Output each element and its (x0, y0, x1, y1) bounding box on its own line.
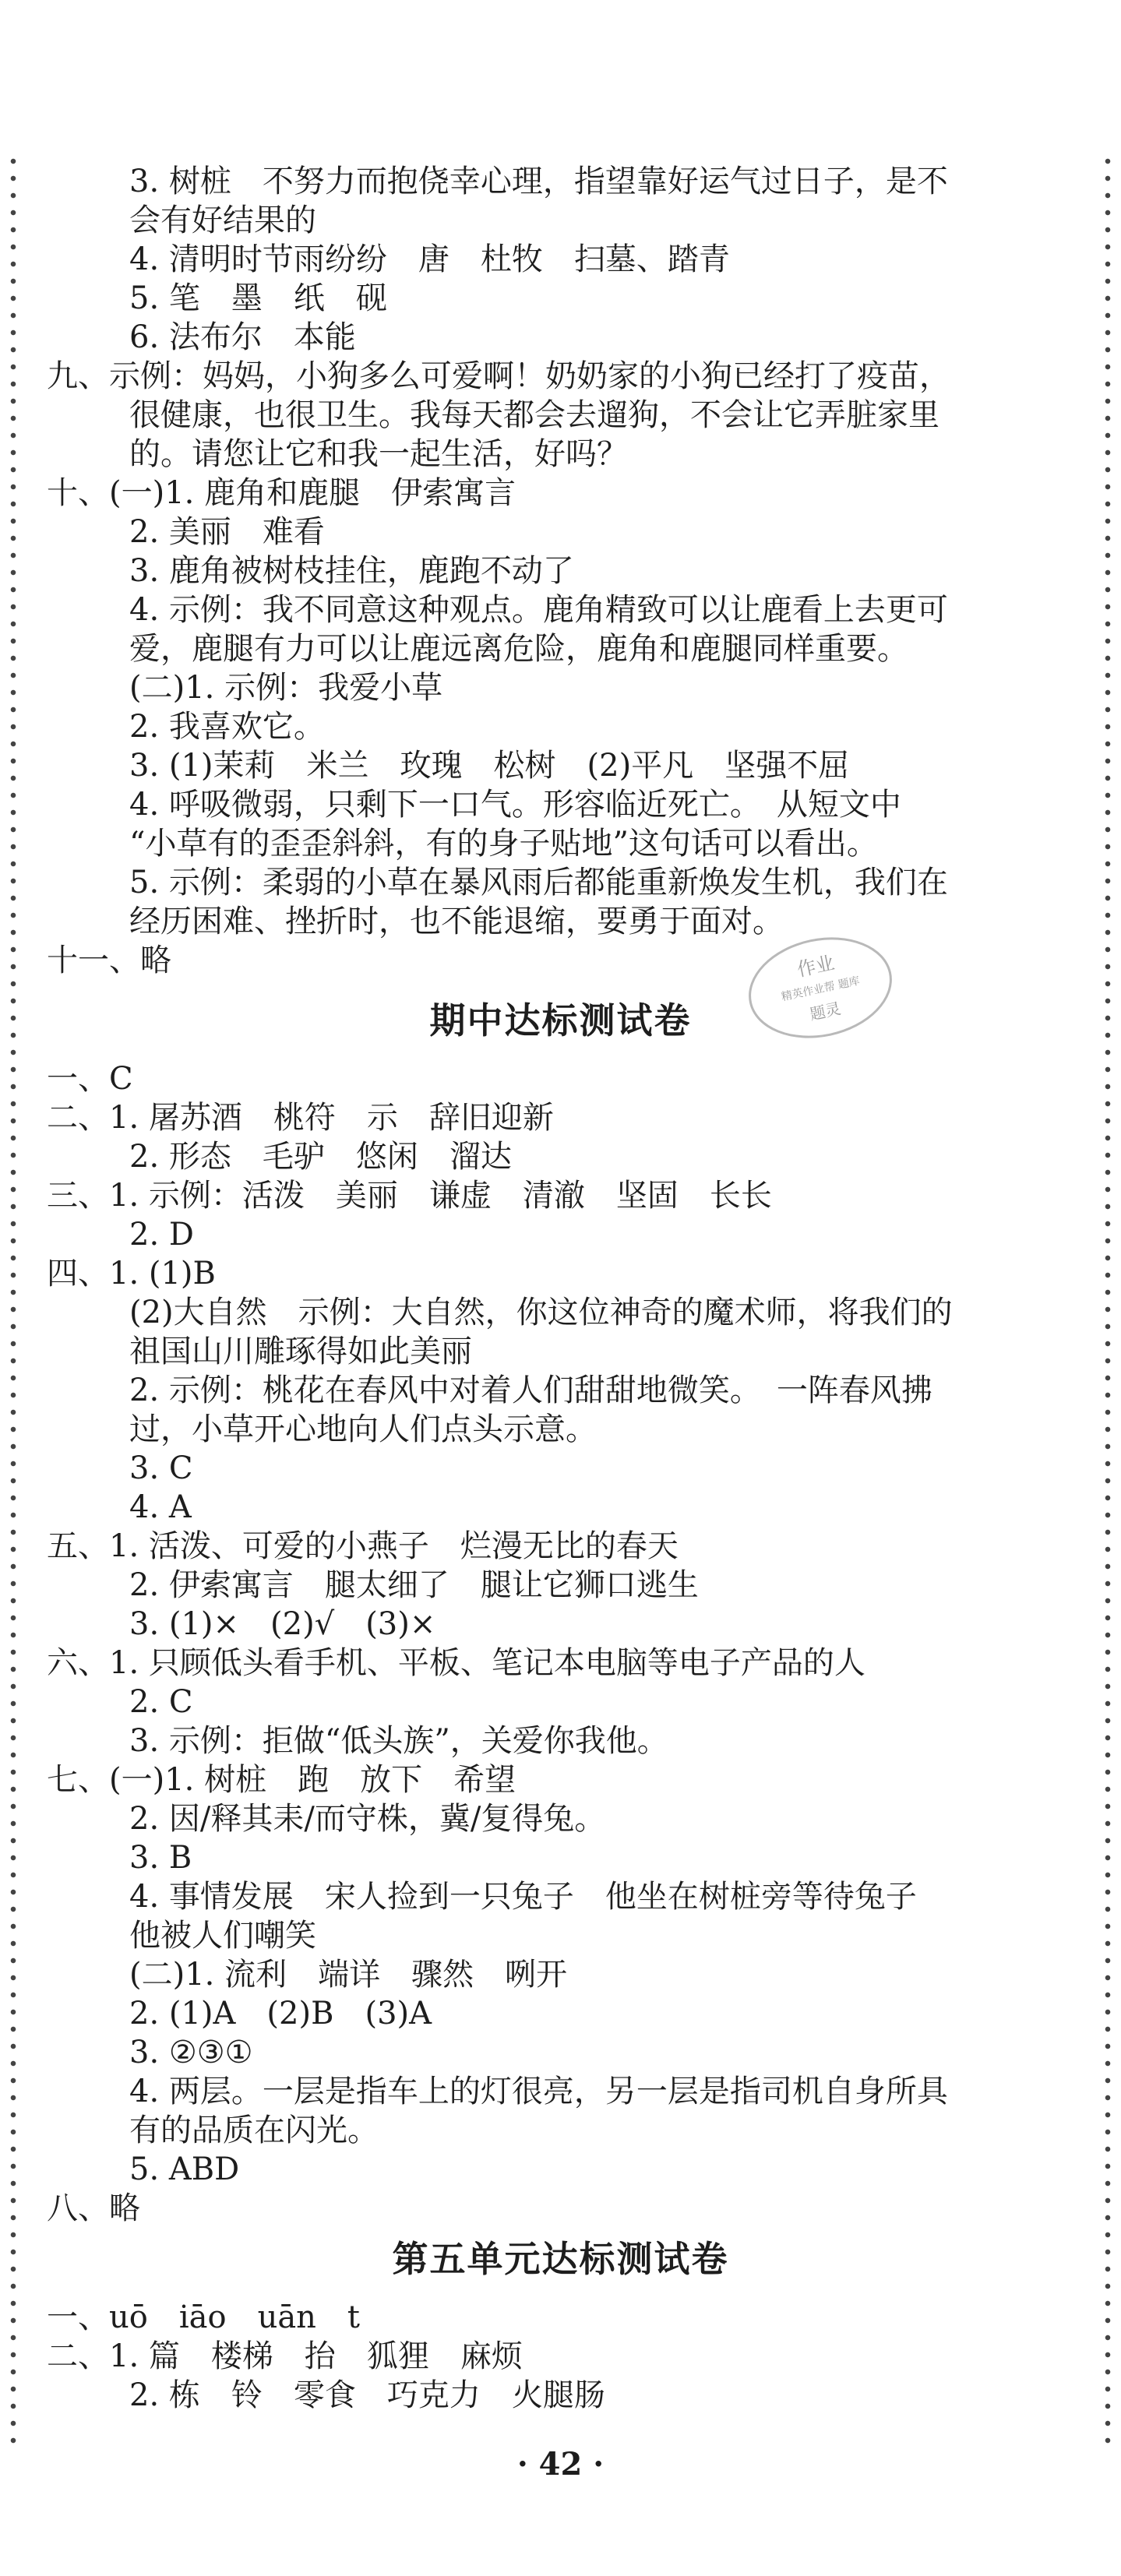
answer-line: 他被人们嘲笑 (129, 1918, 316, 1954)
answer-line: 四、1. (1)B (47, 1256, 216, 1292)
answer-line: 2. 因/释其耒/而守株，冀/复得兔。 (129, 1801, 606, 1837)
answer-line: 2. C (129, 1684, 193, 1720)
answer-line: 2. (1)A (2)B (3)A (129, 1996, 432, 2032)
answer-line: 十一、略 (47, 943, 171, 978)
answer-line: 5. 笔 墨 纸 砚 (129, 280, 387, 316)
page-number: · 42 · (516, 2446, 605, 2483)
answer-line: “小草有的歪歪斜斜，有的身子贴地”这句话可以看出。 (129, 826, 878, 862)
answer-line: 六、1. 只顾低头看手机、平板、笔记本电脑等电子产品的人 (47, 1645, 865, 1681)
answer-line: 十、(一)1. 鹿角和鹿腿 伊索寓言 (47, 475, 516, 511)
answer-line: 过，小草开心地向人们点头示意。 (129, 1411, 597, 1447)
answer-line: (2)大自然 示例：大自然，你这位神奇的魔术师，将我们的 (129, 1295, 953, 1330)
answer-line: 二、1. 屠苏酒 桃符 示 辞旧迎新 (47, 1100, 554, 1136)
answer-line: 2. 美丽 难看 (129, 514, 325, 550)
answer-line: 很健康，也很卫生。我每天都会去遛狗，不会让它弄脏家里 (129, 397, 939, 433)
answer-line: 会有好结果的 (129, 203, 316, 238)
answer-line: 3. (1)× (2)√ (3)× (129, 1606, 436, 1642)
answer-line: 3. (1)茉莉 米兰 玫瑰 松树 (2)平凡 坚强不屈 (129, 748, 850, 784)
answer-line: 6. 法布尔 本能 (129, 319, 356, 355)
answer-line: 有的品质在闪光。 (129, 2113, 379, 2148)
answer-line: 一、uō iāo uān t (47, 2299, 361, 2335)
answer-line: (二)1. 示例：我爱小草 (129, 670, 443, 706)
answer-line: 2. 栋 铃 零食 巧克力 火腿肠 (129, 2377, 605, 2413)
answer-line: 4. 清明时节雨纷纷 唐 杜牧 扫墓、踏青 (129, 241, 730, 277)
answer-line: 三、1. 示例：活泼 美丽 谦虚 清澈 坚固 长长 (47, 1178, 772, 1214)
answer-line: 2. 形态 毛驴 悠闲 溜达 (129, 1139, 512, 1175)
section-title-midterm: 期中达标测试卷 (429, 999, 692, 1041)
answer-line: 八、略 (47, 2190, 140, 2226)
section-title-unit5: 第五单元达标测试卷 (392, 2238, 729, 2280)
watermark-stamp: 作业 精英作业帮 题库 题灵 (739, 925, 901, 1051)
answer-line: 一、C (47, 1061, 133, 1097)
answer-line: 3. 鹿角被树枝挂住，鹿跑不动了 (129, 553, 574, 589)
answer-line: 2. 伊索寓言 腿太细了 腿让它狮口逃生 (129, 1567, 699, 1603)
answer-line: 的。请您让它和我一起生活，好吗？ (129, 436, 628, 472)
answer-line: (二)1. 流利 端详 骤然 咧开 (129, 1957, 568, 1993)
answer-line: 4. 事情发展 宋人捡到一只兔子 他坐在树桩旁等待兔子 (129, 1879, 917, 1915)
answer-line: 2. 我喜欢它。 (129, 709, 325, 745)
right-dotted-border (1102, 156, 1113, 2454)
answer-line: 七、(一)1. 树桩 跑 放下 希望 (47, 1762, 516, 1798)
answer-line: 3. C (129, 1450, 193, 1486)
left-dotted-border (8, 156, 19, 2454)
answer-line: 爱，鹿腿有力可以让鹿远离危险，鹿角和鹿腿同样重要。 (129, 631, 908, 667)
answer-line: 祖国山川雕琢得如此美丽 (129, 1334, 472, 1369)
answer-line: 二、1. 篇 楼梯 抬 狐狸 麻烦 (47, 2338, 523, 2374)
answer-line: 3. ②③① (129, 2035, 253, 2070)
answer-line: 2. D (129, 1217, 194, 1253)
answer-line: 3. 树桩 不努力而抱侥幸心理，指望靠好运气过日子，是不 (129, 164, 948, 199)
answer-line: 4. 呼吸微弱，只剩下一口气。形容临近死亡。 从短文中 (129, 787, 901, 823)
answer-line: 3. B (129, 1840, 192, 1876)
answer-line: 5. ABD (129, 2151, 240, 2187)
answer-line: 经历困难、挫折时，也不能退缩，要勇于面对。 (129, 904, 784, 939)
answer-line: 九、示例：妈妈，小狗多么可爱啊！奶奶家的小狗已经打了疫苗， (47, 358, 950, 394)
answer-line: 2. 示例：桃花在春风中对着人们甜甜地微笑。 一阵春风拂 (129, 1373, 932, 1408)
answer-line: 4. A (129, 1489, 192, 1525)
answer-line: 4. 两层。一层是指车上的灯很亮，另一层是指司机自身所具 (129, 2074, 948, 2109)
answer-line: 五、1. 活泼、可爱的小燕子 烂漫无比的春天 (47, 1528, 679, 1564)
answer-line: 5. 示例：柔弱的小草在暴风雨后都能重新焕发生机，我们在 (129, 865, 948, 900)
answer-line: 4. 示例：我不同意这种观点。鹿角精致可以让鹿看上去更可 (129, 592, 948, 628)
answer-line: 3. 示例：拒做“低头族”，关爱你我他。 (129, 1723, 668, 1759)
